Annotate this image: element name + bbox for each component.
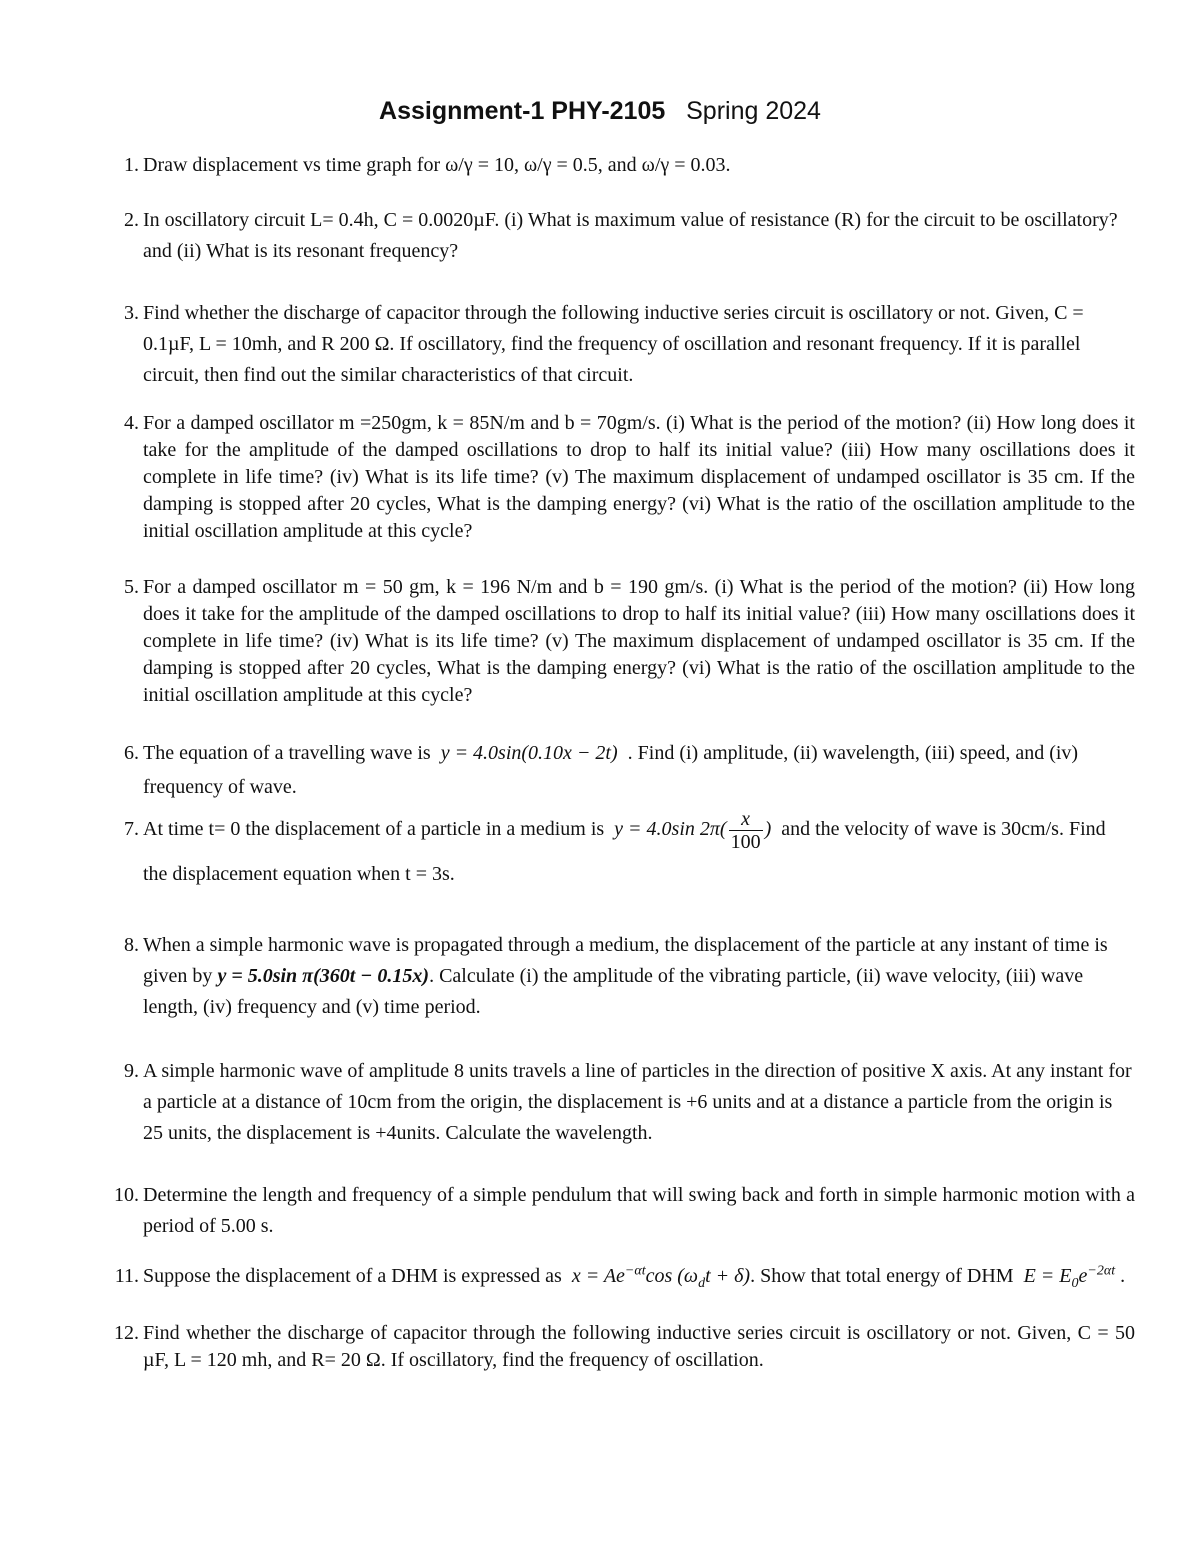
question-number: 9. xyxy=(124,1060,139,1082)
question-text: The equation of a travelling wave is xyxy=(143,742,431,764)
question-8 xyxy=(105,930,1135,1023)
question-number: 8. xyxy=(124,934,139,956)
displacement-equation: y = 4.0sin 2π( xyxy=(614,818,727,841)
question-11 xyxy=(105,1262,1135,1291)
wave-equation: y = 5.0sin π(360t − 0.15x) xyxy=(217,965,430,987)
question-number: 10. xyxy=(114,1184,139,1206)
question-text-cont: . Show that total energy of DHM xyxy=(750,1265,1014,1287)
question-4 xyxy=(105,410,1135,545)
question-text: When a simple harmonic wave is propagated through a medium, the displacement of the particle at any instant of time is given by xyxy=(143,934,1108,987)
fraction-denominator: 100 xyxy=(730,831,761,853)
question-text: Find whether the discharge of capacitor through the following inductive series circuit is oscillatory or not. Given, C = 0.1µF, L = 10mh, and R 200 Ω. If oscillatory, find the frequency of oscillation and resonant frequency. If it is parallel circuit, then find out the similar characteristics of that circuit. xyxy=(143,302,1084,386)
question-text: For a damped oscillator m = 50 gm, k = 196 N/m and b = 190 gm/s. (i) What is the period of the motion? (ii) How long does it take for the amplitude of the damped oscillations to drop to half its initial value? (iii) How many oscillations does it complete in life time? (iv) What is its life time? (v) The maximum displacement of undamped oscillator is 35 cm. If the damping is stopped after 20 cycles, What is the damping energy? (vi) What is the ratio of the oscillation amplitude to the initial oscillation amplitude at this cycle? xyxy=(143,576,1135,706)
question-number: 5. xyxy=(124,576,139,598)
question-number: 12. xyxy=(114,1322,139,1344)
question-7 xyxy=(105,808,1135,896)
energy-equation: $E = E_0e^{-2\alpha t}$ xyxy=(1023,1263,1116,1291)
question-text: In oscillatory circuit L= 0.4h, C = 0.0020µF. (i) What is maximum value of resistance (R) for the circuit to be oscillatory? and (ii) What is its resonant frequency? xyxy=(143,209,1118,262)
question-text-cont: . Find (i) amplitude, (ii) wavelength, (iii) speed, and (iv) frequency of wave. xyxy=(143,742,1079,798)
title-term: Spring 2024 xyxy=(686,97,821,125)
question-12 xyxy=(105,1320,1135,1374)
page-title xyxy=(0,96,1200,126)
question-number: 3. xyxy=(124,302,139,324)
question-9 xyxy=(105,1056,1135,1149)
question-text: Find whether the discharge of capacitor through the following inductive series circuit is oscillatory or not. Given, C = 50 µF, L = 120 mh, and R= 20 Ω. If oscillatory, find the frequency of oscillation. xyxy=(143,1322,1135,1371)
question-text: A simple harmonic wave of amplitude 8 units travels a line of particles in the direction of positive X axis. At any instant for a particle at a distance of 10cm from the origin, the displacement is +6 units and at a distance a particle from the origin is 25 units, the displacement is +4units. Calculate the wavelength. xyxy=(143,1060,1132,1144)
question-text: Suppose the displacement of a DHM is expressed as xyxy=(143,1265,562,1287)
question-number: 4. xyxy=(124,412,139,434)
question-text: Determine the length and frequency of a simple pendulum that will swing back and forth in simple harmonic motion with a period of 5.00 s. xyxy=(143,1184,1135,1237)
fraction xyxy=(729,808,763,853)
question-number: 2. xyxy=(124,209,139,231)
question-2 xyxy=(105,205,1135,267)
fraction-numerator: x xyxy=(729,808,763,831)
question-text-end: . xyxy=(1120,1265,1126,1287)
question-1 xyxy=(105,150,1135,181)
question-3 xyxy=(105,298,1135,391)
equation-close: ) xyxy=(764,818,772,841)
question-text: Draw displacement vs time graph for ω/γ = 10, ω/γ = 0.5, and ω/γ = 0.03. xyxy=(143,154,731,176)
question-text: At time t= 0 the displacement of a particle in a medium is xyxy=(143,818,605,841)
question-number: 11. xyxy=(114,1265,139,1287)
question-number: 7. xyxy=(124,818,139,840)
question-text-cont: and the velocity of wave is 30cm/s. Find the displacement equation when t = 3s. xyxy=(143,818,1106,885)
question-number: 1. xyxy=(124,154,139,176)
question-number: 6. xyxy=(124,742,139,764)
dhm-displacement-equation: $x = Ae^{-\alpha t}\cos$ $(\omega_dt + \delta)$ xyxy=(571,1263,751,1291)
title-course: Assignment-1 PHY-2105 xyxy=(379,97,666,125)
wave-equation: y = 4.0sin(0.10x − 2t) xyxy=(440,742,618,764)
question-6 xyxy=(105,736,1135,804)
question-5 xyxy=(105,574,1135,709)
question-10 xyxy=(105,1180,1135,1242)
question-text-cont: . Calculate (i) the amplitude of the vibrating particle, (ii) wave velocity, (iii) wave length, (iv) frequency and (v) time period. xyxy=(143,965,1084,1018)
question-text: For a damped oscillator m =250gm, k = 85N/m and b = 70gm/s. (i) What is the period of the motion? (ii) How long does it take for the amplitude of the damped oscillations to drop to half its initial value? (iii) How many oscillations does it complete in life time? (iv) What is its life time? (v) The maximum displacement of undamped oscillator is 35 cm. If the damping is stopped after 20 cycles, What is the damping energy? (vi) What is the ratio of the oscillation amplitude to the initial oscillation amplitude at this cycle? xyxy=(143,412,1135,542)
